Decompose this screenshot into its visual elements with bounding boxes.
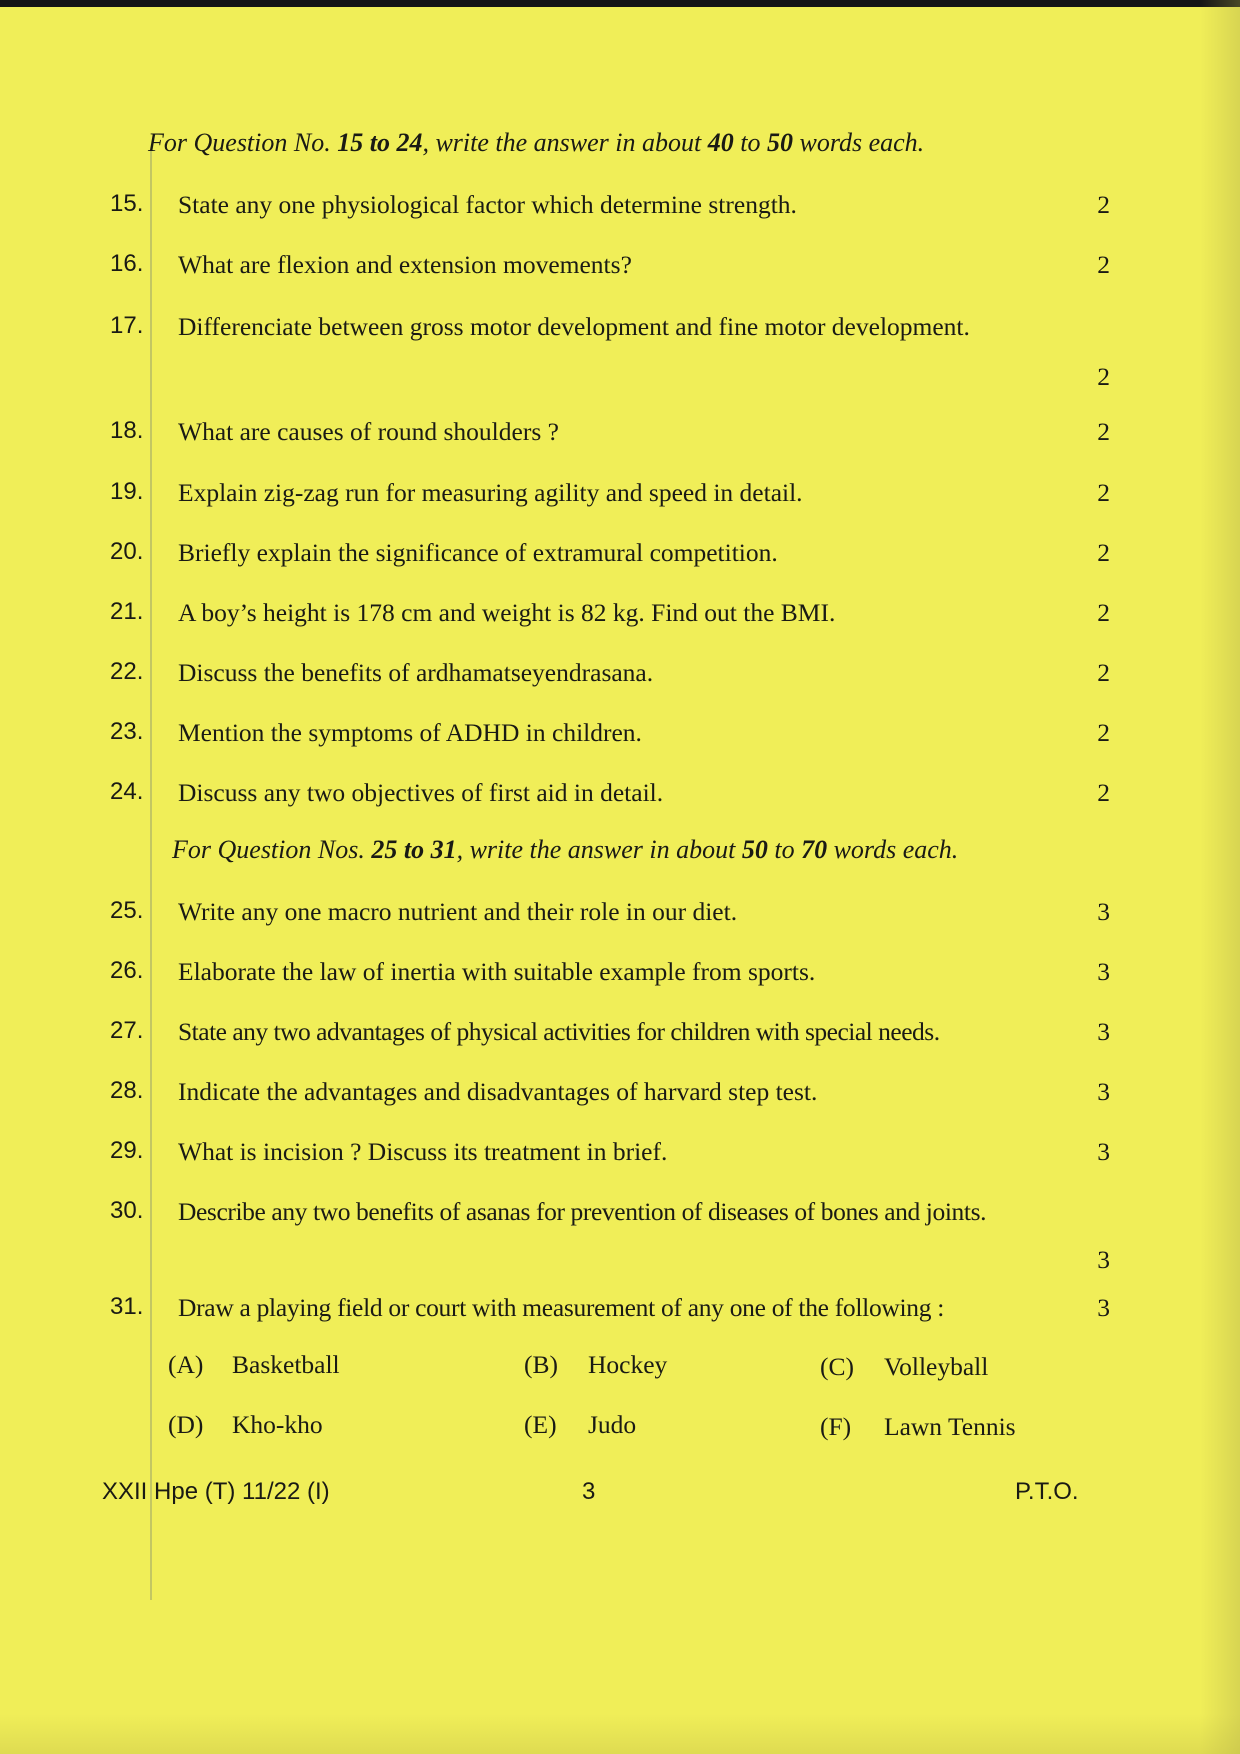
question-marks: 2	[1097, 362, 1110, 391]
question-20	[110, 538, 1110, 576]
question-number: 15.	[110, 190, 144, 217]
scan-bottom-shadow	[0, 1714, 1240, 1754]
question-number: 25.	[110, 897, 144, 924]
question-marks: 2	[1097, 658, 1110, 687]
question-text: What are causes of round shoulders ?	[178, 417, 559, 446]
question-29	[110, 1137, 1110, 1175]
question-number: 18.	[110, 417, 144, 444]
question-text: What are flexion and extension movements?	[178, 250, 632, 279]
question-21	[110, 598, 1110, 636]
question-number: 22.	[110, 658, 144, 685]
option-label: (F)	[820, 1412, 852, 1441]
question-marks: 3	[1097, 1293, 1110, 1322]
question-marks: 3	[1097, 1137, 1110, 1166]
question-marks: 2	[1097, 778, 1110, 807]
question-marks: 2	[1097, 718, 1110, 747]
question-19	[110, 478, 1110, 516]
question-text: Elaborate the law of inertia with suitable example from sports.	[178, 957, 816, 986]
question-text: Write any one macro nutrient and their role in our diet.	[178, 897, 738, 926]
question-text: Describe any two benefits of asanas for prevention of diseases of bones and joints.	[178, 1197, 987, 1226]
option-label: (C)	[820, 1352, 854, 1381]
scan-top-edge	[0, 0, 1240, 7]
question-30	[110, 1197, 1110, 1277]
question-text: What is incision ? Discuss its treatment in brief.	[178, 1137, 668, 1166]
question-marks: 2	[1097, 478, 1110, 507]
question-23	[110, 718, 1110, 756]
question-number: 16.	[110, 250, 144, 277]
question-marks: 3	[1097, 1077, 1110, 1106]
option-label: (A)	[168, 1350, 204, 1379]
option-label: (E)	[524, 1410, 557, 1439]
section-instruction-25-31: For Question Nos. 25 to 31, write the answer in about 50 to 70 words each.	[172, 835, 959, 864]
question-text: Discuss the benefits of ardhamatseyendrasana.	[178, 658, 654, 687]
question-text: Discuss any two objectives of first aid in detail.	[178, 778, 664, 807]
question-number: 21.	[110, 598, 144, 625]
option-f	[820, 1412, 1016, 1442]
question-16	[110, 250, 1110, 288]
question-number: 29.	[110, 1137, 144, 1164]
paper-code: XXII Hpe (T) 11/22 (I)	[102, 1478, 330, 1505]
scan-right-shadow	[1200, 0, 1240, 1754]
question-text: Explain zig-zag run for measuring agility and speed in detail.	[178, 478, 803, 507]
option-label: (D)	[168, 1410, 204, 1439]
question-number: 17.	[110, 312, 144, 339]
question-text: Mention the symptoms of ADHD in children.	[178, 718, 642, 747]
question-number: 23.	[110, 718, 144, 745]
question-18	[110, 417, 1110, 455]
question-28	[110, 1077, 1110, 1115]
option-text: Lawn Tennis	[884, 1412, 1016, 1441]
question-15	[110, 190, 1110, 228]
question-22	[110, 658, 1110, 696]
question-text: Differenciate between gross motor development and fine motor development.	[178, 312, 970, 341]
question-marks: 2	[1097, 538, 1110, 567]
question-marks: 3	[1097, 1017, 1110, 1046]
question-marks: 2	[1097, 417, 1110, 446]
section-instruction-15-24: For Question No. 15 to 24, write the answer in about 40 to 50 words each.	[148, 128, 925, 157]
question-text: Draw a playing field or court with measurement of any one of the following :	[178, 1293, 945, 1322]
question-number: 27.	[110, 1017, 144, 1044]
question-marks: 2	[1097, 250, 1110, 279]
option-e	[524, 1410, 636, 1440]
question-31	[110, 1293, 1110, 1331]
option-label: (B)	[524, 1350, 558, 1379]
option-d	[168, 1410, 323, 1440]
question-26	[110, 957, 1110, 995]
question-25	[110, 897, 1110, 935]
question-text: State any two advantages of physical activities for children with special needs.	[178, 1017, 940, 1046]
page-number: 3	[582, 1478, 596, 1505]
option-text: Judo	[588, 1410, 637, 1439]
question-27	[110, 1017, 1110, 1055]
question-marks: 3	[1097, 897, 1110, 926]
question-24	[110, 778, 1110, 816]
question-number: 19.	[110, 478, 144, 505]
option-c	[820, 1352, 988, 1382]
question-marks: 2	[1097, 190, 1110, 219]
question-marks: 3	[1097, 957, 1110, 986]
option-text: Basketball	[232, 1350, 340, 1379]
question-number: 24.	[110, 778, 144, 805]
option-text: Hockey	[588, 1350, 668, 1379]
question-number: 20.	[110, 538, 144, 565]
pto-label: P.T.O.	[1015, 1478, 1079, 1505]
question-text: Briefly explain the significance of extramural competition.	[178, 538, 778, 567]
question-number: 28.	[110, 1077, 144, 1104]
option-text: Kho-kho	[232, 1410, 323, 1439]
option-b	[524, 1350, 667, 1380]
question-text: Indicate the advantages and disadvantages of harvard step test.	[178, 1077, 818, 1106]
question-number: 26.	[110, 957, 144, 984]
question-marks: 2	[1097, 598, 1110, 627]
question-marks: 3	[1097, 1245, 1110, 1274]
question-text: State any one physiological factor which determine strength.	[178, 190, 797, 219]
question-text: A boy’s height is 178 cm and weight is 82 kg. Find out the BMI.	[178, 598, 836, 627]
option-a	[168, 1350, 340, 1380]
question-number: 31.	[110, 1293, 144, 1320]
question-17	[110, 312, 1110, 392]
question-number: 30.	[110, 1197, 144, 1224]
option-text: Volleyball	[884, 1352, 989, 1381]
